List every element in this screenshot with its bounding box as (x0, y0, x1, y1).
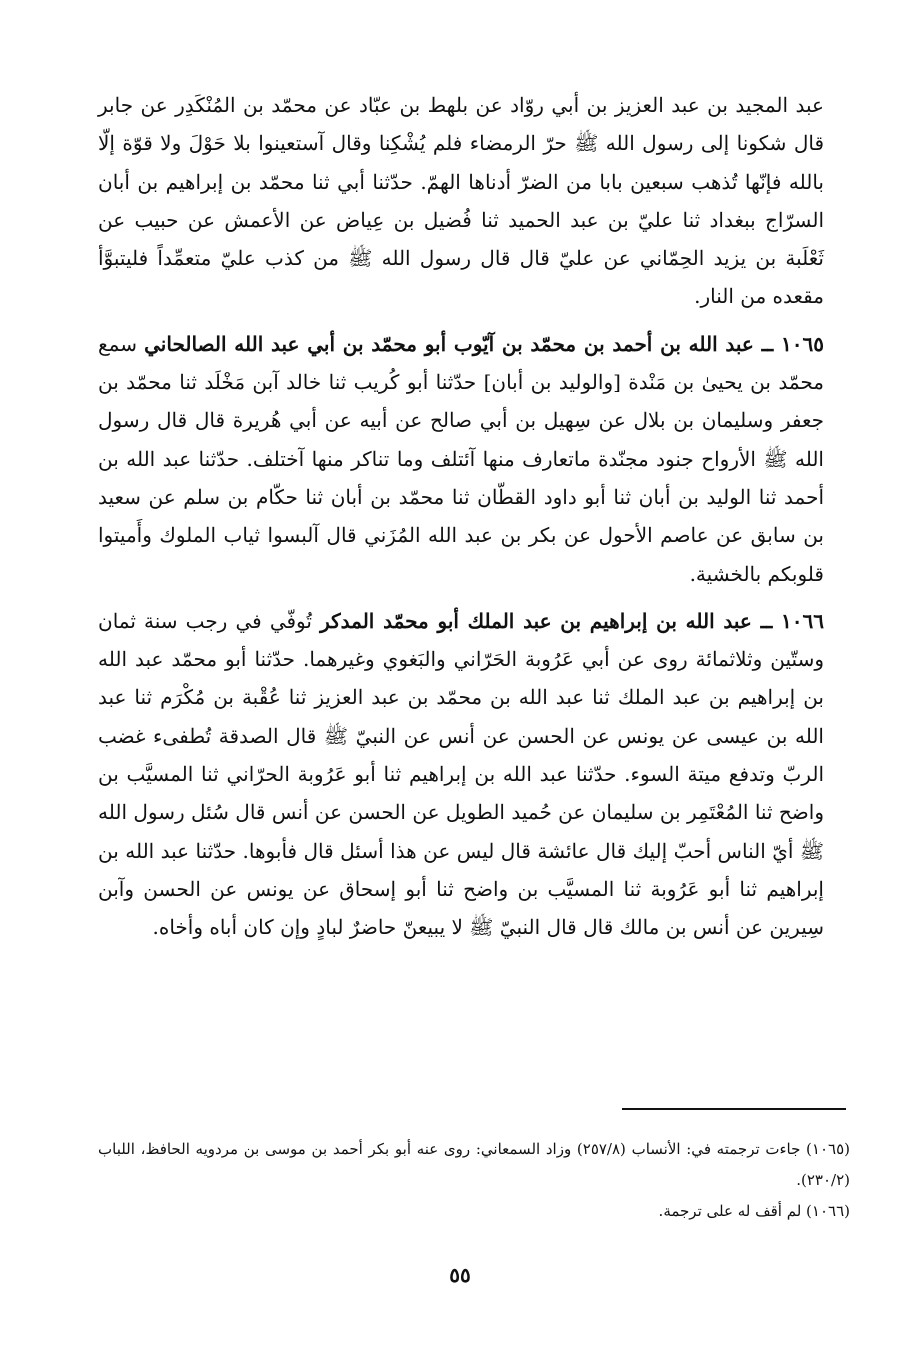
entry-1065 (98, 325, 824, 593)
page-number: ٥٥ (449, 1263, 471, 1287)
footnotes (98, 1134, 850, 1227)
footnote-1065: (١٠٦٥) جاءت ترجمته في: الأنساب (٢٥٧/٨) وزاد السمعاني: روى عنه أبو بكر أحمد بن موسى بن مردويه الحافظ، اللباب (٢٣٠/٢). (98, 1140, 850, 1189)
paragraph-continuation: عبد المجيد بن عبد العزيز بن أبي روّاد عن بلهط بن عبّاد عن محمّد بن المُنْكَدِر عن جابر قال شكونا إلى رسول الله ﷺ حرّ الرمضاء فلم يُشْكِنا وقال آستعينوا بلا حَوْلَ ولا قوّة إلّا بالله فإنّها تُذهب سبعين بابا من الضرّ أدناها الهمّ. حدّثنا أبي ثنا محمّد بن إبراهيم بن أبان السرّاج ببغداد ثنا عليّ بن عبد الحميد ثنا فُضيل بن عِياض عن الأعمش عن حبيب عن ثَعْلَبة بن يزيد الحِمّاني عن عليّ قال قال رسول الله ﷺ من كذب عليّ متعمِّداً فليتبوَّأ مقعده من النار. (98, 93, 825, 309)
entry-1066-text: تُوفّي في رجب سنة ثمان وستّين وثلاثمائة روى عن أبي عَرُوبة الحَرّاني والبَغوي وغيرهما. حدّثنا أبو محمّد عبد الله بن إبراهيم بن عبد الملك ثنا عبد الله بن محمّد بن عبد العزيز ثنا عُقْبة بن مُكْرَم ثنا عبد الله بن عيسى عن يونس عن الحسن عن أنس عن النبيّ ﷺ قال الصدقة تُطفىء غضب الربّ وتدفع ميتة السوء. حدّثنا عبد الله بن إبراهيم ثنا أبو عَرُوبة الحرّاني ثنا المسيَّب بن واضح ثنا المُعْتَمِر بن سليمان عن حُميد الطويل عن الحسن عن أنس قال سُئل رسول الله ﷺ أيّ الناس أحبّ إليك قال عائشة قال ليس عن هذا أسئل قال فأبوها. حدّثنا عبد الله بن إبراهيم ثنا أبو عَرُوبة ثنا المسيَّب بن واضح ثنا أبو إسحاق عن يونس عن الحسن وآبن سِيرين عن أنس بن مالك قال قال النبيّ ﷺ لا يبيعنّ حاضرٌ لبادٍ وإن كان أباه وأخاه. (98, 608, 824, 940)
main-text (98, 86, 824, 947)
entry-1065-text: سمع محمّد بن يحيىٰ بن مَنْدة [والوليد بن أبان] حدّثنا أبو كُريب ثنا خالد آبن مَخْلَد ثنا محمّد بن جعفر وسليمان بن بلال عن سِهيل بن أبي صالح عن أبيه عن أبي هُريرة قال قال رسول الله ﷺ الأرواح جنود مجنّدة ماتعارف منها آئتلف وما تناكر منها آختلف. حدّثنا عبد الله بن أحمد ثنا الوليد بن أبان ثنا أبو داود القطّان ثنا محمّد بن أبان ثنا حكّام بن سلم عن سعيد بن سابق عن عاصم الأحول عن بكر بن عبد الله المُزَني قال آلبسوا ثياب الملوك وأَميتوا قلوبكم بالخشية. (98, 331, 825, 586)
footnote-divider (622, 1108, 846, 1110)
entry-1066-heading: ١٠٦٦ ــ عبد الله بن إبراهيم بن عبد الملك أبو محمّد المدكر (320, 608, 825, 633)
entry-1066 (98, 602, 824, 947)
footnote-1066: (١٠٦٦) لم أقف له على ترجمة. (658, 1202, 850, 1220)
entry-1065-heading: ١٠٦٥ ــ عبد الله بن أحمد بن محمّد بن آيّوب أبو محمّد بن أبي عبد الله الصالحاني (144, 331, 825, 356)
